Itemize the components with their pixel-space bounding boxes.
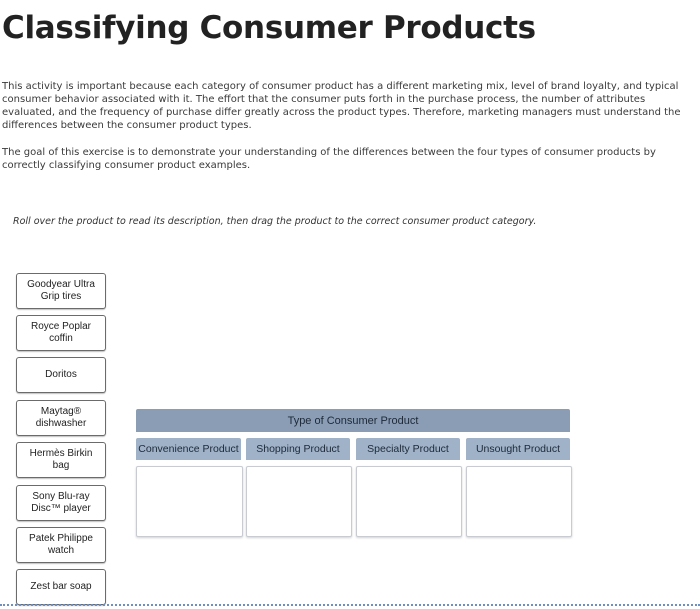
page-title: Classifying Consumer Products (2, 10, 536, 46)
product-label: Royce Poplar coffin (30, 321, 92, 344)
intro-paragraph: This activity is important because each category of consumer product has a different marketing mix, level of brand loyalty, and typical consumer behavior associated with it. The effort that the consumer puts forth in the purchase process, the number of attributes evaluated, and the frequency of purchase differ greatly across the product types. Therefore, marketing managers must understand the differences between the consumer product types. (2, 81, 681, 131)
goal-paragraph: The goal of this exercise is to demonstrate your understanding of the differences between the four types of consumer products by correctly classifying consumer product examples. (2, 147, 656, 171)
product-label: Zest bar soap (30, 581, 92, 592)
column-header-convenience: Convenience Product (136, 438, 241, 460)
instruction-text: Roll over the product to read its description, then drag the product to the correct consumer product category. (13, 216, 537, 227)
column-header-specialty: Specialty Product (356, 438, 460, 460)
product-card-patek[interactable] (16, 527, 106, 563)
product-label: Patek Philippe watch (29, 533, 93, 556)
product-label: Sony Blu-ray Disc™ player (31, 491, 91, 514)
product-card-doritos[interactable] (16, 357, 106, 393)
category-table-header: Type of Consumer Product (136, 409, 570, 432)
product-card-maytag[interactable] (16, 400, 106, 436)
product-label: Goodyear Ultra Grip tires (27, 279, 95, 302)
column-header-unsought: Unsought Product (466, 438, 570, 460)
product-card-zest[interactable] (16, 569, 106, 605)
product-card-goodyear[interactable] (16, 273, 106, 309)
product-card-royce-coffin[interactable] (16, 315, 106, 351)
drop-zone-shopping[interactable] (246, 466, 352, 537)
product-label: Hermès Birkin bag (29, 448, 93, 471)
product-card-sony[interactable] (16, 485, 106, 521)
product-label: Doritos (45, 369, 77, 380)
bottom-divider (0, 604, 700, 606)
drop-zone-specialty[interactable] (356, 466, 462, 537)
drop-zone-convenience[interactable] (136, 466, 243, 537)
product-label: Maytag® dishwasher (35, 406, 87, 429)
column-header-shopping: Shopping Product (246, 438, 350, 460)
drop-zone-unsought[interactable] (466, 466, 572, 537)
product-card-hermes[interactable] (16, 442, 106, 478)
